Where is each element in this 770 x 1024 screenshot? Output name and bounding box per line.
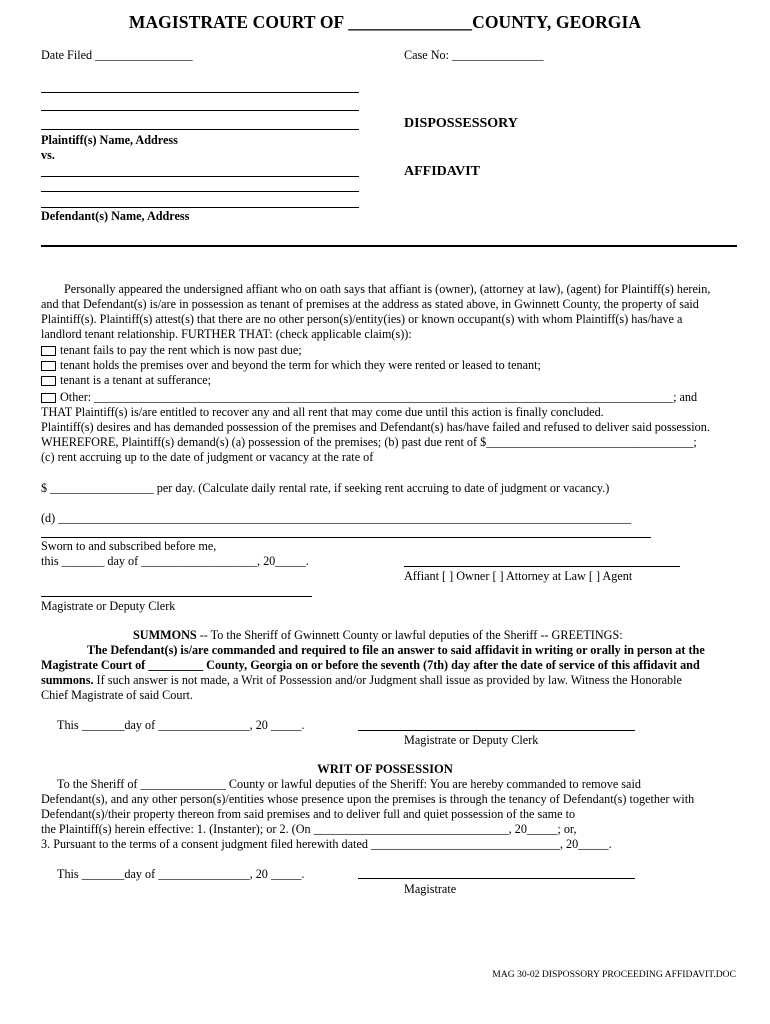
defendant-line-2[interactable] [41,191,359,192]
summons-bold-line-1: The Defendant(s) is/are commanded and required to file an answer to said affidavit in writing or orally in person at the [87,643,705,657]
claim-holdover-checkbox[interactable] [41,361,56,371]
plaintiff-label: Plaintiff(s) Name, Address [41,133,178,147]
case-number-field[interactable]: Case No: _______________ [404,48,544,62]
claim-sufferance-checkbox[interactable] [41,376,56,386]
clerk-signature-line[interactable] [41,596,312,597]
page-title: MAGISTRATE COURT OF ______________COUNTY, GEORGIA [128,12,642,32]
affiant-role-selector[interactable]: Affiant [ ] Owner [ ] Attorney at Law [ ] Agent [404,569,633,583]
claim-other: Other: _______________________________________________________________________________________________; and [41,390,697,405]
claim-other-checkbox[interactable] [41,393,56,403]
affidavit-line-4: landlord tenant relationship. FURTHER THAT: (check applicable claim(s)): [41,327,412,341]
writ-line-4[interactable]: the Plaintiff(s) herein effective: 1. (Instanter); or 2. (On ________________________________, 20_____; or, [41,822,577,836]
plaintiff-line-2[interactable] [41,110,359,111]
date-filed-field[interactable]: Date Filed ________________ [41,48,193,62]
writ-line-3: Defendant(s)/their property thereon from said premises and to deliver full and quiet possession of the same to [41,807,576,821]
writ-line-2: Defendant(s), and any other person(s)/entities whose presence upon the premises is through the tenancy of Defendant(s) together with [41,792,695,806]
affidavit-line-2: and that Defendant(s) is/are in possession as tenant of premises at the address as stated above, in Gwinnett County, the property of said [41,297,699,311]
affidavit-line-1: Personally appeared the undersigned affiant who on oath says that affiant is (owner), (attorney at law), (agent) for Plaintiff(s) herein, [64,282,711,296]
vs-label: vs. [41,148,55,162]
sworn-statement: Sworn to and subscribed before me, [41,539,217,553]
summons-title: SUMMONS -- To the Sheriff of Gwinnett County or lawful deputies of the Sheriff -- GREETINGS: [133,628,623,642]
affidavit-after-3[interactable]: WHEREFORE, Plaintiff(s) demand(s) (a) possession of the premises; (b) past due rent of $__________________________________; [41,435,697,449]
affidavit-after-4: (c) rent accruing up to the date of judgment or vacancy at the rate of [41,450,374,464]
summons-line-4: Chief Magistrate of said Court. [41,688,193,702]
sworn-date-field[interactable]: this _______ day of ___________________, 20_____. [41,554,309,568]
defendant-label: Defendant(s) Name, Address [41,209,190,223]
defendant-line-3[interactable] [41,207,359,208]
writ-date-field[interactable]: This _______day of _______________, 20 _____. [57,867,305,881]
summons-signature-label: Magistrate or Deputy Clerk [404,733,539,747]
claim-holdover: tenant holds the premises over and beyond the term for which they were rented or leased to tenant; [41,358,541,373]
section-divider [41,245,737,247]
clerk-signature-label: Magistrate or Deputy Clerk [41,599,176,613]
doc-title-dispossessory: DISPOSSESSORY [404,116,518,131]
affiant-signature-line[interactable] [404,566,680,567]
affidavit-after-2: Plaintiff(s) desires and has demanded possession of the premises and Defendant(s) has/have failed and refused to deliver said possession. [41,420,710,434]
claim-nonpayment: tenant fails to pay the rent which is now past due; [41,343,302,358]
per-day-rate-field[interactable]: $ _________________ per day. (Calculate daily rental rate, if seeking rent accruing to date of judgment or vacancy.) [41,481,610,495]
summons-bold-line-2: Magistrate Court of _________ County, Georgia on or before the seventh (7th) day after the date of service of this affidavit and [41,658,700,672]
form-footer: MAG 30-02 DISPOSSORY PROCEEDING AFFIDAVIT.DOC [492,969,736,980]
doc-title-affidavit: AFFIDAVIT [404,164,480,179]
claim-sufferance: tenant is a tenant at sufferance; [41,373,211,388]
claim-nonpayment-checkbox[interactable] [41,346,56,356]
writ-signature-label: Magistrate [404,882,457,896]
defendant-line-1[interactable] [41,176,359,177]
affidavit-after-1: THAT Plaintiff(s) is/are entitled to recover any and all rent that may come due until this action is finally concluded. [41,405,604,419]
plaintiff-line-1[interactable] [41,92,359,93]
other-relief-field[interactable]: (d) ______________________________________________________________________________________________ [41,511,632,525]
writ-title: WRIT OF POSSESSION [317,762,453,776]
summons-signature-line[interactable] [358,730,635,731]
plaintiff-line-3[interactable] [41,129,359,130]
writ-line-1: To the Sheriff of ______________ County or lawful deputies of the Sheriff: You are hereby commanded to remove said [57,777,641,791]
writ-line-5[interactable]: 3. Pursuant to the terms of a consent judgment filed herewith dated _______________________________, 20_____. [41,837,612,851]
other-relief-line-2[interactable] [41,537,651,538]
writ-signature-line[interactable] [358,878,635,879]
affidavit-line-3: Plaintiff(s). Plaintiff(s) attest(s) that there are no other person(s)/entity(ies) or known occupant(s) with whom Plaintiff(s) has/have a [41,312,683,326]
summons-line-3: summons. If such answer is not made, a Writ of Possession and/or Judgment shall issue as provided by law. Witness the Honorable [41,673,682,687]
summons-date-field[interactable]: This _______day of _______________, 20 _____. [57,718,305,732]
